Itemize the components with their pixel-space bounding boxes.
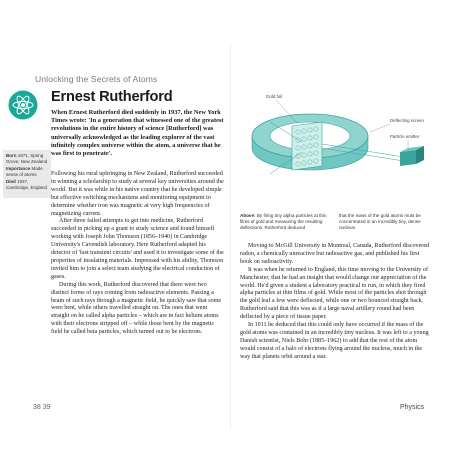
born-value: 1871, Spring Grove, New Zealand [6, 153, 48, 164]
fact-importance [6, 166, 48, 177]
body-paragraph: In 1911 he deduced that this could only have occurred if the mass of the gold atoms was contained in an incredibly tiny nucleus. It was left to a young Danish scientist, Niels Bohr (1885–1962) to add that the rest of the atom would consist of a halo of electrons flying around the nucleus, much in the way that planets orbit around a star. [240, 322, 429, 360]
importance-value: Made sense of atoms [6, 166, 43, 177]
lead-paragraph [51, 109, 226, 158]
gold-foil-icon [292, 122, 322, 170]
body-paragraph: It was when he returned to England, this time moving to the University of Manchester, that he had an insight that would change our appreciation of the world. He'd given a student a laboratory practical to run, in which they fired alpha particles at thin films of gold. While most of the particles shot through the gold leaf a few were deflected, while one or two bounced straight back. Rutherford said that this was as if a large naval artillery round had been deflected by a piece of tissue paper. [240, 266, 429, 321]
body-column-left [51, 171, 226, 337]
atom-icon [8, 90, 38, 120]
died-label: Died [6, 179, 16, 185]
lead-text: When Ernest Rutherford died suddenly in 1937, the New York Times wrote: 'In a generation that witnessed one of the greatest revolutions in the entire history of science [Rutherford] was universally acknowledged as the leading explorer of the vast infinitely complex universe within the atom, a universe that he was first to penetrate'. [51, 109, 224, 158]
fact-born [6, 153, 48, 164]
caption-lead: Above: [240, 213, 256, 218]
born-label: Born [6, 153, 17, 158]
label-deflecting-screen: Deflecting screen [390, 118, 424, 123]
fact-box [3, 150, 51, 198]
importance-label: Importance [6, 166, 31, 172]
body-paragraph: Following his rural upbringing in New Zealand, Rutherford succeeded in winning a scholarship to study at several key universities around the world. But it was while in his native country that he developed simple but effective switching mechanisms and monitoring equipment to determine whether iron was magnetic at very high frequencies of magnetizing current. [51, 171, 224, 217]
body-paragraph: Moving to McGill University in Montreal, Canada, Rutherford discovered radon, a chemically unreactive but radioactive gas, and published his first book on radioactivity. [240, 243, 430, 265]
label-particle-emitter: Particle emitter [390, 134, 420, 139]
page-numbers: 38 39 [33, 404, 51, 411]
particle-emitter-icon [400, 146, 424, 166]
caption-left [240, 213, 331, 231]
section-footer: Physics [400, 404, 425, 411]
section-header: Unlocking the Secrets of Atoms [35, 74, 158, 84]
body-column-right [240, 243, 430, 362]
label-gold-foil: Gold foil [266, 94, 283, 99]
book-spine [230, 44, 231, 430]
figure-caption [240, 213, 430, 231]
caption-text-left: By firing tiny alpha particles at thin films of gold and measuring the resulting deflections, Rutherford deduced [240, 213, 327, 230]
body-paragraph: During this work, Rutherford discovered that there were two distinct forms of rays coming from radioactive elements. Passing a beam of such rays through a magnetic field, he quickly saw that some were bent, while others travelled straight on. The ones that went straight on he called alpha particles – which are in fact helium atoms with their electrons stripped off – while those bent by the magnetic field he called beta particles, which turned out to be electrons. [51, 281, 222, 336]
fact-died [6, 179, 48, 190]
body-paragraph: After three failed attempts to get into medicine, Rutherford succeeded in picking up a grant to study science and found himself working with Joseph John Thomson (1856–1940) in Cambridge University's Cavendish laboratory. Here Rutherford adapted his detector of 'fast transient circuits' and used it to investigate some of the properties of insulating materials. Impressed with his ability, Thomson invited him to join a select team studying the electrical conduction of gases. [51, 218, 224, 280]
article-title: Ernest Rutherford [51, 89, 173, 105]
died-value: 1937, Cambridge, England [6, 179, 48, 190]
caption-right: that the mass of the gold atoms must be concentrated in an incredibly tiny, dense nucleus. [339, 213, 421, 230]
gold-foil-experiment-diagram [240, 92, 430, 205]
